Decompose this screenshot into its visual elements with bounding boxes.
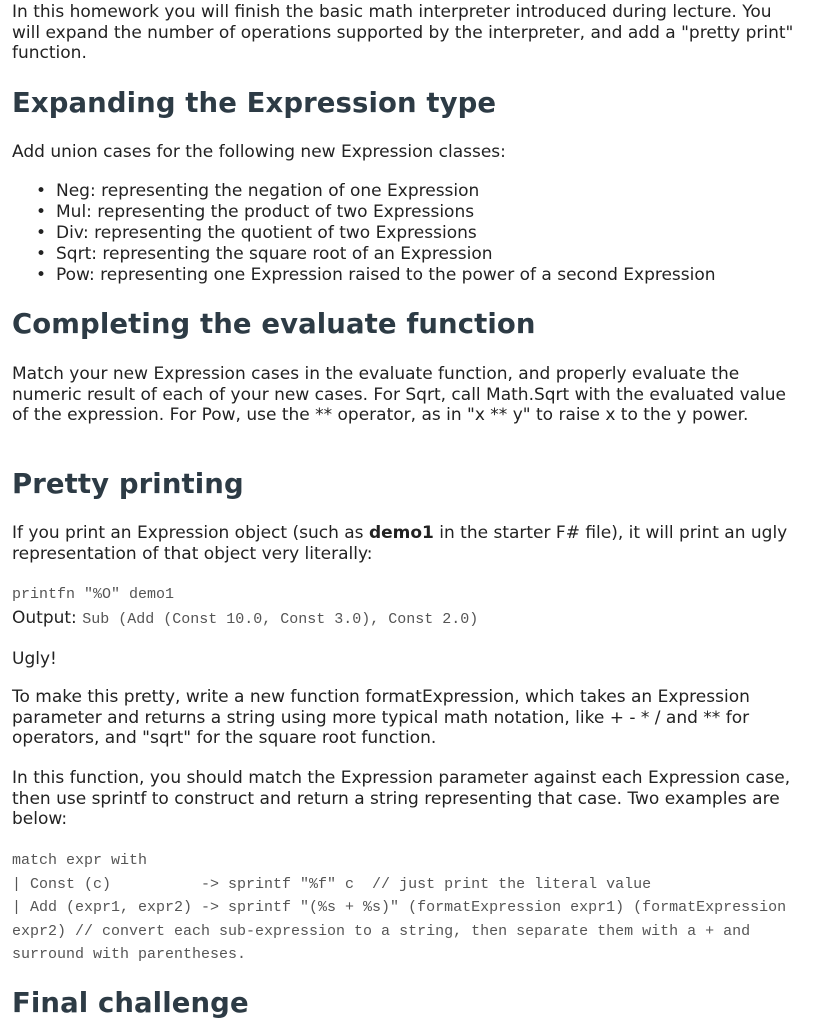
list-item: • Neg: representing the negation of one Expression <box>36 181 480 201</box>
demo1-bold: demo1 <box>368 523 434 543</box>
section-heading-evaluate: Completing the evaluate function <box>12 308 536 340</box>
bullet-icon: • <box>36 244 47 264</box>
list-item: • Pow: representing one Expression raised to the power of a second Expression <box>36 265 716 285</box>
section3-paragraph3: In this function, you should match the Expression parameter against each Expression case, then use sprintf to construct and return a string representing that case. Two examples are below: <box>12 768 791 830</box>
section2-body: Match your new Expression cases in the evaluate function, and properly evaluate the numeric result of each of your new cases. For Sqrt, call Math.Sqrt with the evaluated value of the expression. For Pow, use the ** operator, as in "x ** y" to raise x to the y power. <box>12 364 786 426</box>
output-label: Output: <box>12 608 77 628</box>
code-printfn: printfn "%O" demo1 <box>12 586 175 603</box>
section-heading-expression-type: Expanding the Expression type <box>12 87 497 119</box>
bullet-icon: • <box>36 202 47 222</box>
list-item: • Mul: representing the product of two Expressions <box>36 202 475 222</box>
intro-paragraph: In this homework you will finish the basic math interpreter introduced during lecture. You will expand the number of operations supported by the interpreter, and add a "pretty print" function. <box>12 2 794 64</box>
ugly-text: Ugly! <box>12 649 57 669</box>
list-item: • Div: representing the quotient of two Expressions <box>36 223 477 243</box>
bullet-icon: • <box>36 181 47 201</box>
list-item: • Sqrt: representing the square root of an Expression <box>36 244 493 264</box>
expression-cases-list <box>12 181 814 286</box>
section-heading-final-challenge: Final challenge <box>12 987 249 1019</box>
bullet-icon: • <box>36 223 47 243</box>
section1-lead: Add union cases for the following new Expression classes: <box>12 142 506 162</box>
section-heading-pretty-printing: Pretty printing <box>12 468 244 500</box>
output-line <box>12 606 478 632</box>
section3-paragraph1: If you print an Expression object (such as demo1 in the starter F# file), it will print an ugly representation of that object very literally: <box>12 523 788 564</box>
section3-paragraph2: To make this pretty, write a new function formatExpression, which takes an Expression parameter and returns a string using more typical math notation, like + - * / and ** for operators, and "sqrt" for the square root function. <box>12 687 750 749</box>
bullet-icon: • <box>36 265 47 285</box>
output-value: Sub (Add (Const 10.0, Const 3.0), Const 2.0) <box>82 611 479 628</box>
code-format-expression: match expr with | Const (c) -> sprintf "%f" c // just print the literal value | Add (expr1, expr2) -> sprintf "(%s + %s)" (formatExpression expr1) (formatExpression expr2) // convert each sub-expression to a string, then separate them with a + and surround with parentheses. <box>12 852 787 963</box>
